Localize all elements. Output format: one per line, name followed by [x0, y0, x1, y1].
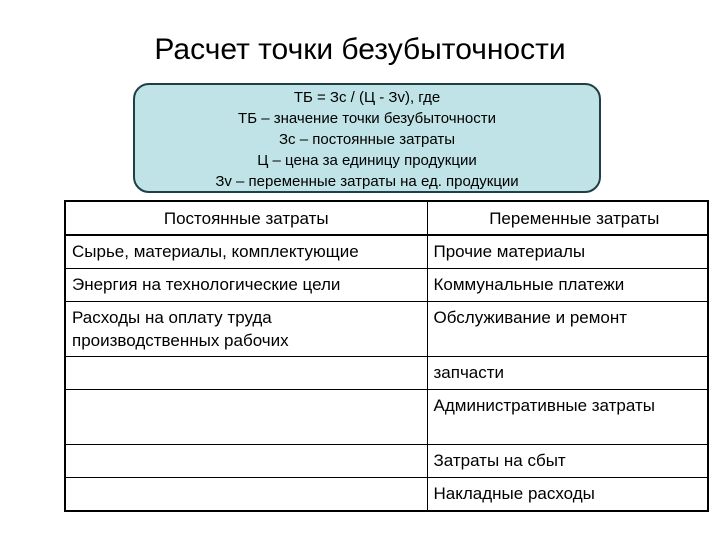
formula-line: ТБ = Зс / (Ц - Зv), где: [293, 89, 441, 106]
formula-line: Зv – переменные затраты на ед. продукции: [215, 173, 519, 190]
table-cell: [65, 390, 427, 445]
header-variable-costs: Переменные затраты: [427, 201, 708, 235]
table-cell: Расходы на оплату труда производственных рабочих: [65, 302, 427, 357]
table-row: [65, 235, 708, 269]
table-row: [65, 478, 708, 512]
header-fixed-costs: Постоянные затраты: [65, 201, 427, 235]
table-cell: Прочие материалы: [427, 235, 708, 269]
page-title: Расчет точки безубыточности: [154, 33, 566, 66]
table-row: [65, 445, 708, 478]
formula-line: Ц – цена за единицу продукции: [257, 152, 477, 169]
table-cell: Энергия на технологические цели: [65, 269, 427, 302]
table-cell: Обслуживание и ремонт: [427, 302, 708, 357]
costs-table: [64, 200, 709, 512]
table-header-row: [65, 201, 708, 235]
table-cell: [65, 357, 427, 390]
table-cell: запчасти: [427, 357, 708, 390]
table-cell: Затраты на сбыт: [427, 445, 708, 478]
table-cell: Сырье, материалы, комплектующие: [65, 235, 427, 269]
table-cell: [65, 478, 427, 512]
table-row: [65, 390, 708, 445]
formula-line: ТБ – значение точки безубыточности: [238, 110, 496, 127]
formula-box: [133, 83, 601, 193]
formula-line: Зс – постоянные затраты: [279, 131, 455, 148]
table-cell: Накладные расходы: [427, 478, 708, 512]
table-cell: Административные затраты: [427, 390, 708, 445]
table-row: [65, 269, 708, 302]
table-row: [65, 302, 708, 357]
table-row: [65, 357, 708, 390]
table-cell: Коммунальные платежи: [427, 269, 708, 302]
table-cell: [65, 445, 427, 478]
